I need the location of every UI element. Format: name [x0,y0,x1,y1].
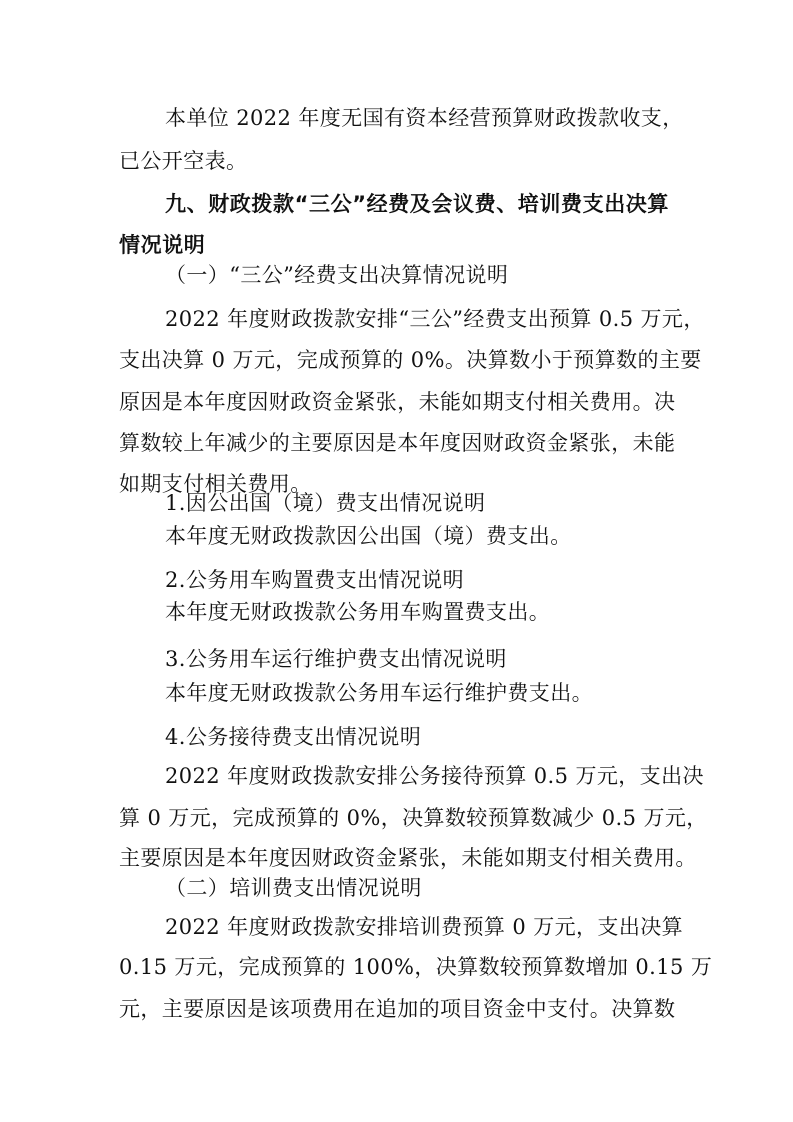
subsection-heading: （二）培训费支出情况说明 [165,876,422,900]
paragraph-line: 支出决算 0 万元，完成预算的 0%。决算数小于预算数的主要 [119,348,702,372]
paragraph-line: 本年度无财政拨款公务用车运行维护费支出。 [165,681,593,705]
item-heading: 2.公务用车购置费支出情况说明 [165,568,465,592]
item-heading: 4.公务接待费支出情况说明 [165,725,422,749]
paragraph-line: 2022 年度财政拨款安排“三公”经费支出预算 0.5 万元， [165,307,705,331]
paragraph-line: 0.15 万元，完成预算的 100%，决算数较预算数增加 0.15 万 [119,955,713,979]
section-heading-continued: 情况说明 [119,233,206,257]
paragraph-line: 算 0 万元，完成预算的 0%，决算数较预算数减少 0.5 万元， [119,806,708,830]
paragraph-line: 本年度无财政拨款因公出国（境）费支出。 [165,524,572,548]
paragraph-line: 本单位 2022 年度无国有资本经营预算财政拨款收支， [165,106,684,130]
paragraph-line: 2022 年度财政拨款安排公务接待预算 0.5 万元，支出决 [165,764,704,788]
subsection-heading: （一）“三公”经费支出决算情况说明 [165,263,509,287]
paragraph-line: 元，主要原因是该项费用在追加的项目资金中支付。决算数 [119,997,676,1021]
paragraph-line: 已公开空表。 [119,149,248,173]
section-heading: 九、财政拨款“三公”经费及会议费、培训费支出决算 [165,192,670,216]
paragraph-line: 本年度无财政拨款公务用车购置费支出。 [165,600,551,624]
paragraph-line: 算数较上年减少的主要原因是本年度因财政资金紧张，未能 [119,431,676,455]
paragraph-line: 原因是本年度因财政资金紧张，未能如期支付相关费用。决 [119,390,676,414]
item-heading: 1.因公出国（境）费支出情况说明 [165,491,486,515]
paragraph-line: 如期支付相关费用。 [119,472,312,496]
paragraph-line: 2022 年度财政拨款安排培训费预算 0 万元，支出决算 [165,915,684,939]
paragraph-line: 主要原因是本年度因财政资金紧张，未能如期支付相关费用。 [119,846,697,870]
item-heading: 3.公务用车运行维护费支出情况说明 [165,647,507,671]
